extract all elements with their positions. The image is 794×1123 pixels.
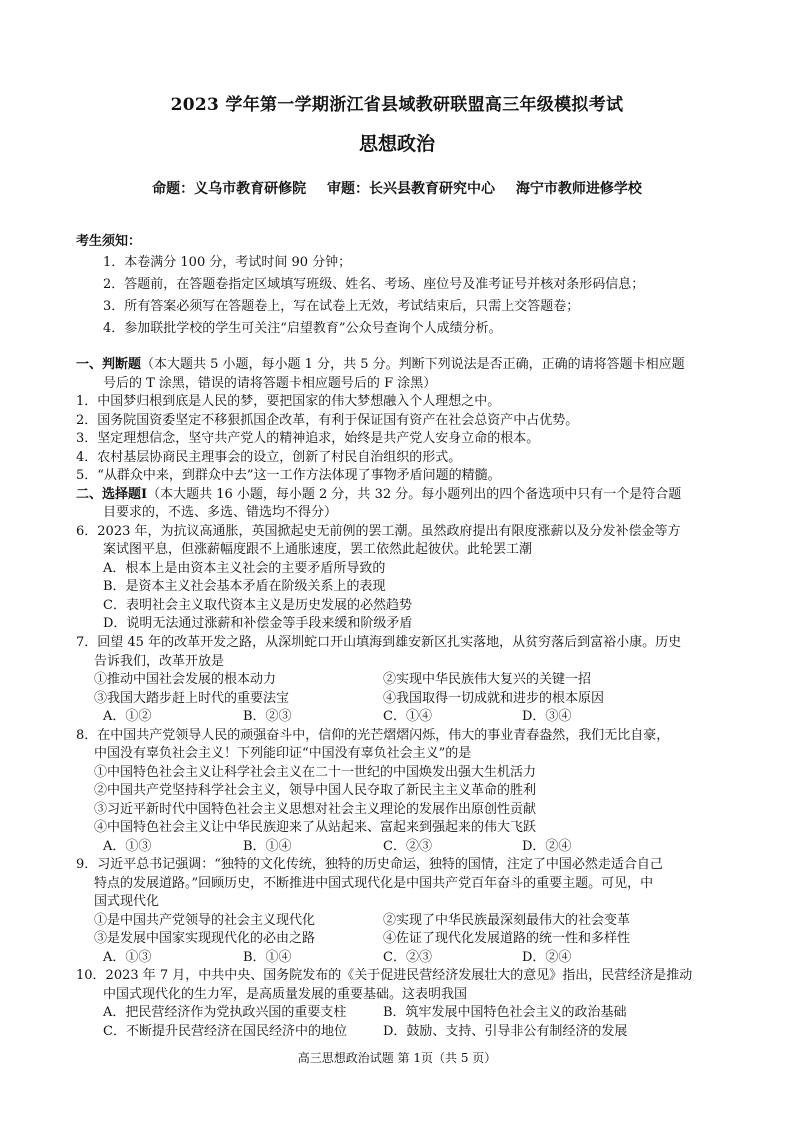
q9-stem-3: 国式现代化 [94, 894, 160, 909]
judge-item-4: 4．农村基层协商民主理事会的设立，创新了村民自治组织的形式。 [76, 450, 462, 465]
q6-option-d: D．说明无法通过涨薪和补偿金等手段来缓和阶级矛盾 [103, 616, 413, 631]
q8-option-d: D．②④ [522, 839, 572, 854]
q7-statement-2: ②实现中华民族伟大复兴的关键一招 [383, 672, 592, 687]
q9-statement-3: ③是发展中国家实现现代化的必由之路 [94, 931, 316, 946]
q9-option-d: D．②④ [522, 950, 572, 965]
q7-option-c: C．①④ [383, 709, 432, 724]
q6-stem: 6．2023 年，为抗议高通胀，英国掀起史无前例的罢工潮。虽然政府提出有限度涨薪以及分发补偿金等方 [76, 524, 681, 539]
section2-heading: 二、选择题Ⅰ [76, 487, 148, 502]
section2-desc-2: 目要求的，不选、多选、错选均不得分） [103, 505, 338, 520]
section2-header [76, 486, 681, 504]
q10-option-d: D．鼓励、支持、引导非公有制经济的发展 [383, 1024, 628, 1039]
q8-statement-1: ①中国特色社会主义让科学社会主义在二十一世纪的中国焕发出强大生机活力 [94, 765, 537, 780]
q10-option-a: A．把民营经济作为党执政兴国的重要支柱 [103, 1005, 347, 1020]
q9-stem: 9．习近平总书记强调：“独特的文化传统，独特的历史命运，独特的国情，注定了中国必然走适合自己 [76, 857, 663, 872]
judge-item-5: 5．“从群众中来，到群众中去”这一工作方法体现了事物矛盾问题的精髓。 [76, 468, 501, 483]
exam-subject: 思想政治 [358, 133, 435, 155]
q6-option-a: A．根本上是由资本主义社会的主要矛盾所导致的 [103, 561, 386, 576]
section1-desc: （本大题共 5 小题，每小题 1 分，共 5 分。判断下列说法是否正确，正确的请将答题卡相应题 [141, 357, 685, 372]
notice-item: 4．参加联批学校的学生可关注“启望教育”公众号查询个人成绩分析。 [103, 321, 502, 336]
notice-item: 3．所有答案必须写在答题卷上，写在试卷上无效，考试结束后，只需上交答题卷； [103, 299, 580, 314]
reviewer: 审题：长兴县教育研究中心 [327, 181, 495, 197]
proposer: 命题：义乌市教育研修院 [152, 181, 307, 197]
q9-statement-1: ①是中国共产党领导的社会主义现代化 [94, 913, 316, 928]
q7-option-d: D．③④ [522, 709, 572, 724]
judge-item-1: 1．中国梦归根到底是人民的梦，要把国家的伟大梦想融入个人理想之中。 [76, 394, 501, 409]
q9-statement-2: ②实现了中华民族最深刻最伟大的社会变革 [383, 913, 631, 928]
q7-statement-1: ①推动中国社会发展的根本动力 [94, 672, 277, 687]
q9-option-c: C．②③ [383, 950, 432, 965]
q9-option-a: A．①③ [103, 950, 152, 965]
q8-statement-4: ④中国特色社会主义让中华民族迎来了从站起来、富起来到强起来的伟大飞跃 [94, 820, 537, 835]
notice-item: 2．答题前，在答题卷指定区域填写班级、姓名、考场、座位号及准考证号并核对条形码信息； [103, 277, 645, 292]
q7-option-a: A．①② [103, 709, 152, 724]
q7-stem-2: 告诉我们，改革开放是 [94, 654, 225, 669]
judge-item-3: 3．坚定理想信念，坚守共产党人的精神追求，始终是共产党人安身立命的根本。 [76, 431, 540, 446]
q6-stem-2: 案试图平息，但涨薪幅度跟不上通胀速度，罢工依然此起彼伏。此轮罢工潮 [103, 542, 533, 557]
section1-header [76, 356, 685, 374]
q7-statement-4: ④我国取得一切成就和进步的根本原因 [383, 691, 605, 706]
q8-stem-2: 中国没有辜负社会主义！下列能印证“中国没有辜负社会主义”的是 [94, 746, 472, 761]
exam-title: 2023 学年第一学期浙江省县域教研联盟高三年级模拟考试 [170, 95, 624, 115]
q9-option-b: B．①④ [243, 950, 292, 965]
q10-stem-2: 中国式现代化的生力军，是高质量发展的重要基础。这表明我国 [103, 987, 468, 1002]
q8-option-a: A．①③ [103, 839, 152, 854]
q8-statement-3: ③习近平新时代中国特色社会主义思想对社会主义理论的发展作出原创性贡献 [94, 802, 537, 817]
q7-option-b: B．②③ [243, 709, 292, 724]
q10-option-c: C．不断提升民营经济在国民经济中的地位 [103, 1024, 347, 1039]
reviewer-2: 海宁市教师进修学校 [515, 181, 642, 197]
authors-line [0, 178, 794, 198]
notice-heading: 考生须知： [76, 234, 142, 249]
q10-stem: 10．2023 年 7 月，中共中央、国务院发布的《关于促进民营经济发展壮大的意见》指出，民营经济是推动 [76, 968, 693, 983]
q8-stem: 8．在中国共产党领导人民的顽强奋斗中，信仰的光芒熠熠闪烁，伟大的事业青春盎然，我们无比自豪， [76, 728, 670, 743]
section1-heading: 一、判断题 [76, 357, 142, 372]
q7-statement-3: ③我国大踏步赶上时代的重要法宝 [94, 691, 290, 706]
q9-stem-2: 特点的发展道路。”回顾历史，不断推进中国式现代化是中国共产党百年奋斗的重要主题。可见，中 [94, 876, 654, 891]
q9-statement-4: ④佐证了现代化发展道路的统一性和多样性 [383, 931, 631, 946]
q8-statement-2: ②中国共产党坚持科学社会主义，领导中国人民夺取了新民主主义革命的胜利 [94, 783, 537, 798]
q6-option-b: B．是资本主义社会基本矛盾在阶级关系上的表现 [103, 579, 386, 594]
judge-item-2: 2．国务院国资委坚定不移狠抓国企改革，有利于保证国有资产在社会总资产中占优势。 [76, 413, 579, 428]
section2-desc: （本大题共 16 小题，每小题 2 分，共 32 分。每小题列出的四个备选项中只有一个是符合题 [147, 487, 682, 502]
page-footer: 高三思想政治试题 第 1页（共 5 页） [297, 1051, 497, 1065]
q10-option-b: B．筑牢发展中国特色社会主义的政治基础 [383, 1005, 627, 1020]
section1-desc-2: 号后的 T 涂黑，错误的请将答题卡相应题号后的 F 涂黑） [103, 376, 437, 391]
q7-stem: 7．回望 45 年的改革开发之路，从深圳蛇口开山填海到雄安新区扎实落地，从贫穷落后到富裕小康。历史 [76, 635, 682, 650]
q6-option-c: C．表明社会主义取代资本主义是历史发展的必然趋势 [103, 598, 412, 613]
q8-option-b: B．①④ [243, 839, 292, 854]
notice-item: 1．本卷满分 100 分，考试时间 90 分钟； [103, 255, 352, 270]
q8-option-c: C．②③ [383, 839, 432, 854]
